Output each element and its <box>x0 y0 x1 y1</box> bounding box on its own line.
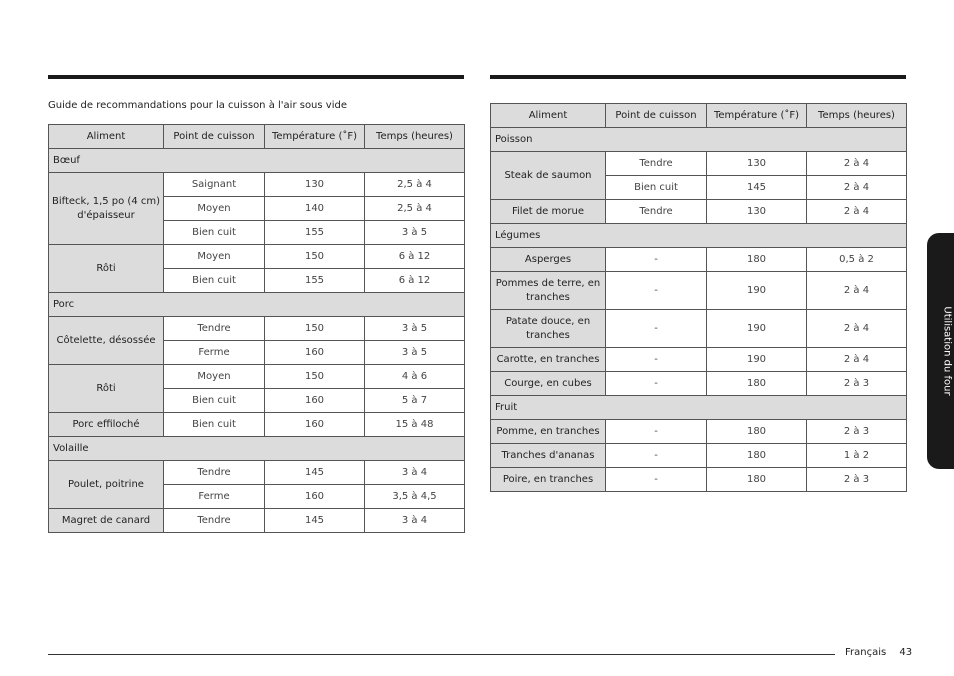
temperature: 190 <box>707 348 807 372</box>
time: 2 à 4 <box>807 200 907 224</box>
doneness: Bien cuit <box>606 176 707 200</box>
category-label: Fruit <box>491 396 907 420</box>
food-name: Côtelette, désossée <box>49 317 164 365</box>
section-side-tab-label: Utilisation du four <box>941 306 953 396</box>
food-name: Courge, en cubes <box>491 372 606 396</box>
header-temperature: Température (˚F) <box>707 104 807 128</box>
doneness: Bien cuit <box>164 269 265 293</box>
doneness: Saignant <box>164 173 265 197</box>
time: 3 à 5 <box>365 341 465 365</box>
doneness: Bien cuit <box>164 413 265 437</box>
header-aliment: Aliment <box>49 125 164 149</box>
doneness: Moyen <box>164 197 265 221</box>
category-label: Bœuf <box>49 149 465 173</box>
temperature: 145 <box>707 176 807 200</box>
food-name: Rôti <box>49 365 164 413</box>
temperature: 145 <box>265 509 365 533</box>
temperature: 160 <box>265 389 365 413</box>
table-row <box>491 420 907 444</box>
temperature: 150 <box>265 365 365 389</box>
food-name: Steak de saumon <box>491 152 606 200</box>
category-row <box>49 149 465 173</box>
doneness: Moyen <box>164 365 265 389</box>
doneness: - <box>606 310 707 348</box>
header-point: Point de cuisson <box>606 104 707 128</box>
food-name: Pommes de terre, en tranches <box>491 272 606 310</box>
temperature: 155 <box>265 269 365 293</box>
time: 6 à 12 <box>365 245 465 269</box>
time: 15 à 48 <box>365 413 465 437</box>
temperature: 180 <box>707 468 807 492</box>
temperature: 160 <box>265 413 365 437</box>
header-aliment: Aliment <box>491 104 606 128</box>
table-row <box>49 317 465 341</box>
table-row <box>49 365 465 389</box>
table-row <box>491 248 907 272</box>
time: 6 à 12 <box>365 269 465 293</box>
doneness: Ferme <box>164 341 265 365</box>
time: 1 à 2 <box>807 444 907 468</box>
category-label: Poisson <box>491 128 907 152</box>
page-footer <box>845 647 912 658</box>
temperature: 180 <box>707 420 807 444</box>
table-row <box>491 152 907 176</box>
time: 0,5 à 2 <box>807 248 907 272</box>
temperature: 160 <box>265 485 365 509</box>
doneness: Tendre <box>606 152 707 176</box>
doneness: - <box>606 372 707 396</box>
temperature: 150 <box>265 317 365 341</box>
temperature: 130 <box>707 200 807 224</box>
food-name: Poulet, poitrine <box>49 461 164 509</box>
food-name: Patate douce, en tranches <box>491 310 606 348</box>
category-label: Volaille <box>49 437 465 461</box>
doneness: Tendre <box>164 317 265 341</box>
time: 2 à 4 <box>807 348 907 372</box>
temperature: 155 <box>265 221 365 245</box>
sous-vide-table-left <box>48 124 465 533</box>
food-name: Asperges <box>491 248 606 272</box>
doneness: - <box>606 348 707 372</box>
table-row <box>491 310 907 348</box>
header-time: Temps (heures) <box>807 104 907 128</box>
time: 2,5 à 4 <box>365 197 465 221</box>
doneness: Tendre <box>606 200 707 224</box>
table-row <box>49 245 465 269</box>
page-number: 43 <box>899 647 913 658</box>
doneness: Tendre <box>164 461 265 485</box>
food-name: Porc effiloché <box>49 413 164 437</box>
category-row <box>49 293 465 317</box>
temperature: 130 <box>265 173 365 197</box>
time: 3 à 4 <box>365 461 465 485</box>
table-row <box>49 413 465 437</box>
footer-rule <box>48 654 835 655</box>
time: 2,5 à 4 <box>365 173 465 197</box>
temperature: 190 <box>707 310 807 348</box>
top-rule-left <box>48 75 464 79</box>
table-row <box>49 173 465 197</box>
table-row <box>491 468 907 492</box>
category-row <box>491 128 907 152</box>
header-time: Temps (heures) <box>365 125 465 149</box>
doneness: Bien cuit <box>164 221 265 245</box>
top-rule-right <box>490 75 906 79</box>
doneness: Tendre <box>164 509 265 533</box>
header-point: Point de cuisson <box>164 125 265 149</box>
temperature: 160 <box>265 341 365 365</box>
table-row <box>491 444 907 468</box>
time: 4 à 6 <box>365 365 465 389</box>
header-row <box>491 104 907 128</box>
table-row <box>491 272 907 310</box>
temperature: 145 <box>265 461 365 485</box>
doneness: - <box>606 248 707 272</box>
doneness: Ferme <box>164 485 265 509</box>
section-side-tab <box>927 233 954 469</box>
time: 3 à 5 <box>365 317 465 341</box>
temperature: 150 <box>265 245 365 269</box>
table-row <box>491 372 907 396</box>
temperature: 130 <box>707 152 807 176</box>
food-name: Filet de morue <box>491 200 606 224</box>
time: 5 à 7 <box>365 389 465 413</box>
doneness: - <box>606 468 707 492</box>
food-name: Tranches d'ananas <box>491 444 606 468</box>
category-row <box>491 224 907 248</box>
time: 2 à 4 <box>807 176 907 200</box>
food-name: Rôti <box>49 245 164 293</box>
table-caption: Guide de recommandations pour la cuisson à l'air sous vide <box>48 100 347 111</box>
temperature: 140 <box>265 197 365 221</box>
table-row <box>491 200 907 224</box>
sous-vide-table-right <box>490 103 907 492</box>
food-name: Poire, en tranches <box>491 468 606 492</box>
category-label: Porc <box>49 293 465 317</box>
footer-language: Français <box>845 647 887 658</box>
food-name: Carotte, en tranches <box>491 348 606 372</box>
time: 3 à 4 <box>365 509 465 533</box>
time: 3,5 à 4,5 <box>365 485 465 509</box>
time: 2 à 3 <box>807 372 907 396</box>
table-row <box>49 461 465 485</box>
time: 2 à 3 <box>807 420 907 444</box>
doneness: - <box>606 420 707 444</box>
table-row <box>49 509 465 533</box>
doneness: Moyen <box>164 245 265 269</box>
temperature: 180 <box>707 248 807 272</box>
header-temperature: Température (˚F) <box>265 125 365 149</box>
time: 2 à 4 <box>807 310 907 348</box>
category-row <box>491 396 907 420</box>
food-name: Magret de canard <box>49 509 164 533</box>
doneness: - <box>606 444 707 468</box>
category-row <box>49 437 465 461</box>
time: 2 à 3 <box>807 468 907 492</box>
temperature: 190 <box>707 272 807 310</box>
time: 3 à 5 <box>365 221 465 245</box>
food-name: Pomme, en tranches <box>491 420 606 444</box>
food-name: Bifteck, 1,5 po (4 cm) d'épaisseur <box>49 173 164 245</box>
temperature: 180 <box>707 444 807 468</box>
category-label: Légumes <box>491 224 907 248</box>
time: 2 à 4 <box>807 272 907 310</box>
header-row <box>49 125 465 149</box>
doneness: - <box>606 272 707 310</box>
table-row <box>491 348 907 372</box>
doneness: Bien cuit <box>164 389 265 413</box>
time: 2 à 4 <box>807 152 907 176</box>
temperature: 180 <box>707 372 807 396</box>
